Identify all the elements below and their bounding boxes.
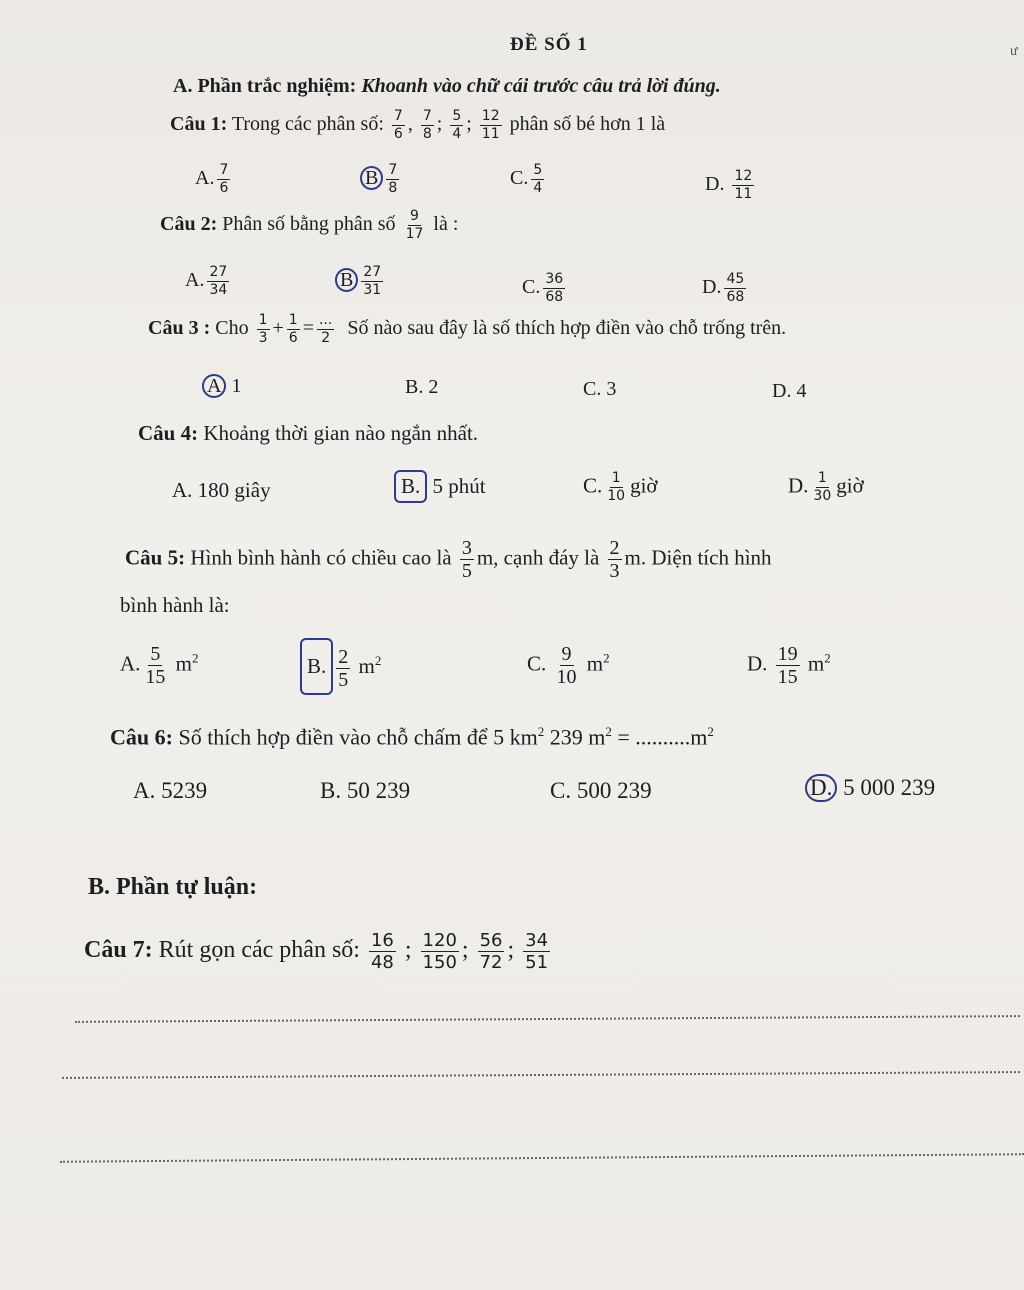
corner-mark: ư xyxy=(1010,44,1018,59)
fraction: $\frac{7}{8}$ xyxy=(422,108,432,142)
q2-option-c[interactable]: C. $\frac{36}{68}$ xyxy=(522,271,564,305)
fraction: $\frac{2}{5}$ xyxy=(338,645,349,691)
fraction: $\frac{5}{15}$ xyxy=(145,643,166,688)
q4-option-b[interactable]: B. 5 phút xyxy=(394,470,486,503)
fraction: $\frac{9}{10}$ xyxy=(556,643,577,688)
part-a-heading: A. Phần trắc nghiệm: Khoanh vào chữ cái trước câu trả lời đúng. xyxy=(173,75,721,97)
q2-option-b[interactable] xyxy=(335,264,386,299)
answer-circle: D. xyxy=(805,774,837,802)
q3-option-d[interactable]: D. 4 xyxy=(772,380,807,402)
q6-option-b[interactable]: B. 50 239 xyxy=(320,778,411,803)
answer-box: B. xyxy=(300,638,333,695)
q3-option-c[interactable]: C. 3 xyxy=(583,378,617,400)
fraction: $\frac{1}{6}$ xyxy=(288,312,298,346)
q2-option-d[interactable]: D. $\frac{45}{68}$ xyxy=(702,271,745,305)
answer-circle: A xyxy=(202,374,226,398)
fraction: $\frac{19}{15}$ xyxy=(777,643,798,688)
q1-option-d[interactable]: D. $\frac{12}{11}$ xyxy=(705,168,753,202)
q4-option-d[interactable]: D. $\frac{1}{30}$ giờ xyxy=(788,470,864,504)
fraction: $\frac{27}{34}$ xyxy=(209,264,228,298)
question-6: Câu 6: Số thích hợp điền vào chỗ chấm để 5 $km^2$ 239 $m^2 = ..........m^2$ xyxy=(110,724,714,750)
q5-option-b[interactable]: B. $\frac{2}{5}$ $m^2$ xyxy=(300,638,381,695)
q5-option-c[interactable]: C. $\frac{9}{10}$ $m^2$ xyxy=(527,643,610,688)
fraction: $\frac{56}{72}$ xyxy=(479,930,503,973)
answer-circle: B xyxy=(360,166,383,190)
q4-option-c[interactable]: C. $\frac{1}{10}$ giờ xyxy=(583,470,658,504)
fraction: $\frac{36}{68}$ xyxy=(545,271,564,305)
q6-option-c[interactable]: C. 500 239 xyxy=(550,778,652,803)
q3-option-b[interactable]: B. 2 xyxy=(405,376,439,398)
q5-option-d[interactable]: D. $\frac{19}{15}$ $m^2$ xyxy=(747,643,831,688)
q6-option-d[interactable]: D. 5 000 239 xyxy=(805,774,935,802)
q1-option-a[interactable]: A. $\frac{7}{6}$ xyxy=(195,162,229,196)
q5-option-a[interactable]: A. $\frac{5}{15}$ $m^2$ xyxy=(120,643,199,688)
fraction: $\frac{1}{10}$ xyxy=(607,470,626,504)
fraction: $\frac{7}{6}$ xyxy=(219,162,229,196)
question-5-continued: bình hành là: xyxy=(120,593,230,617)
question-3: Câu 3 : Cho $\frac{1}{3}$ + $\frac{1}{6}$ = $\frac{...}{2}$ Số nào sau đây là số thích hợp điền vào chỗ trống trên. xyxy=(148,312,787,346)
answer-line[interactable] xyxy=(62,1071,1020,1079)
question-4: Câu 4: Khoảng thời gian nào ngắn nhất. xyxy=(138,421,479,445)
fraction: $\frac{27}{31}$ xyxy=(363,264,382,298)
q6-option-a[interactable]: A. 5239 xyxy=(133,778,208,803)
part-b-heading: B. Phần tự luận: xyxy=(88,874,258,900)
answer-circle: B xyxy=(335,268,358,292)
answer-line[interactable] xyxy=(75,1015,1020,1023)
question-5: Câu 5: Hình bình hành có chiều cao là $\frac{3}{5}$ m, cạnh đáy là $\frac{2}{3}$ m. Diện tích hình xyxy=(125,537,772,582)
fraction: $\frac{7}{6}$ xyxy=(393,108,403,142)
fraction: $\frac{...}{2}$ xyxy=(318,312,333,346)
fraction: $\frac{7}{8}$ xyxy=(388,162,398,196)
fraction: $\frac{1}{3}$ xyxy=(258,312,268,346)
fraction: $\frac{5}{4}$ xyxy=(452,108,462,142)
answer-line[interactable] xyxy=(60,1153,1024,1163)
fraction: $\frac{5}{4}$ xyxy=(533,162,543,196)
fraction: $\frac{2}{3}$ xyxy=(609,537,620,582)
q4-option-a[interactable]: A. 180 giây xyxy=(172,478,271,502)
fraction: $\frac{45}{68}$ xyxy=(726,271,745,305)
fraction: $\frac{3}{5}$ xyxy=(461,537,472,582)
fraction: $\frac{34}{51}$ xyxy=(525,930,549,973)
fraction: $\frac{12}{11}$ xyxy=(481,108,500,142)
fraction: $\frac{9}{17}$ xyxy=(405,208,424,242)
question-7: Câu 7: Rút gọn các phân số: $\frac{16}{48}$ ; $\frac{120}{150}$ ; $\frac{56}{72}$ ; $\frac{34}{51}$ xyxy=(84,930,549,973)
q2-option-a[interactable]: A. $\frac{27}{34}$ xyxy=(185,264,228,298)
answer-box: B. xyxy=(394,470,427,503)
q3-option-a[interactable]: A 1 xyxy=(202,374,241,398)
fraction: $\frac{12}{11}$ xyxy=(734,168,753,202)
question-2: Câu 2: Phân số bằng phân số $\frac{9}{17}$ là : xyxy=(160,208,459,242)
fraction: $\frac{120}{150}$ xyxy=(422,930,457,973)
q1-option-b[interactable] xyxy=(360,162,402,197)
page-title: ĐỀ SỐ 1 xyxy=(510,34,588,55)
question-1: Câu 1: Trong các phân số: $\frac{7}{6}$ , $\frac{7}{8}$ ; $\frac{5}{4}$ ; $\frac{12}{11}$ phân số bé hơn 1 là xyxy=(170,108,666,142)
fraction: $\frac{1}{30}$ xyxy=(813,470,832,504)
fraction: $\frac{16}{48}$ xyxy=(370,930,394,973)
q1-option-c[interactable]: C. $\frac{5}{4}$ xyxy=(510,162,543,196)
